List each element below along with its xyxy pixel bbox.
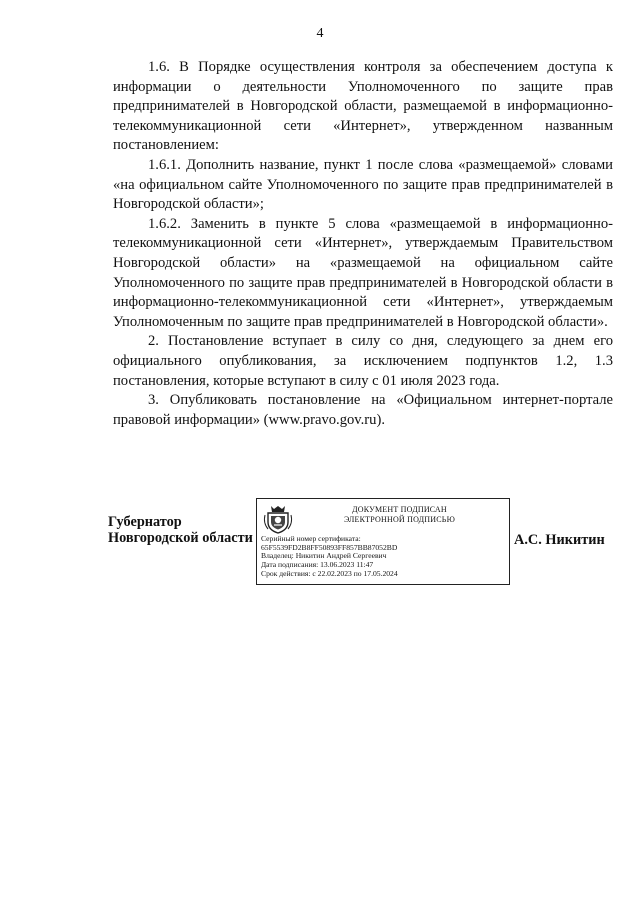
paragraph-1-6-2: 1.6.2. Заменить в пункте 5 слова «размещаемой в информационно-телекоммуникационной сети «Интернет», утверждаемым Правительством Новгородской области» на «размещаемой на официальном сайте Уполномоченного по защите прав предпринимателей в Новгородской области в информационно-телекоммуникационной сети «Интернет», утверждаемым Уполномоченным по защите прав предпринимателей в Новгородской области». [113,215,613,330]
page-number: 4 [316,26,324,41]
coat-of-arms-icon [262,503,294,535]
signatory-name: А.С. Никитин [514,532,605,548]
stamp-details [261,535,505,579]
signatory-title [108,514,253,546]
signature-block [108,500,608,590]
stamp-header-line2: ЭЛЕКТРОННОЙ ПОДПИСЬЮ [343,515,456,524]
stamp-validity: Срок действия: с 22.02.2023 по 17.05.2024 [261,568,398,578]
stamp-signed-date: Дата подписания: 13.06.2023 11:47 [261,560,374,570]
paragraph-1-6-1: 1.6.1. Дополнить название, пункт 1 после слова «размещаемой» словами «на официальном сайте Уполномоченного по защите прав предпринимателей в Новгородской области»; [113,156,613,213]
stamp-owner: Владелец: Никитин Андрей Сергеевич [261,551,387,561]
electronic-signature-stamp [256,498,510,585]
paragraph-1-6: 1.6. В Порядке осуществления контроля за обеспечением доступа к информации о деятельности Уполномоченного по защите прав предпринимателей в Новгородской области, размещаемой в информационно-телекоммуникационной сети «Интернет», утвержденном названным постановлением: [113,59,613,154]
signatory-title-line2: Новгородской области [108,530,253,546]
stamp-header-line1: ДОКУМЕНТ ПОДПИСАН [352,505,447,514]
signatory-title-line1: Губернатор [108,514,182,530]
stamp-header [297,505,502,525]
document-body [113,58,613,430]
paragraph-2: 2. Постановление вступает в силу со дня, следующего за днем его официального опубликования, за исключением подпунктов 1.2, 1.3 постановления, которые вступают в силу с 01 июля 2023 года. [113,333,613,389]
paragraph-3: 3. Опубликовать постановление на «Официальном интернет-портале правовой информации» (www.pravo.gov.ru). [113,392,613,428]
stamp-serial-value: 65F5539FD2B8FF50893FF857BB87052BD [261,542,398,552]
stamp-serial-label: Серийный номер сертификата: [261,534,361,543]
